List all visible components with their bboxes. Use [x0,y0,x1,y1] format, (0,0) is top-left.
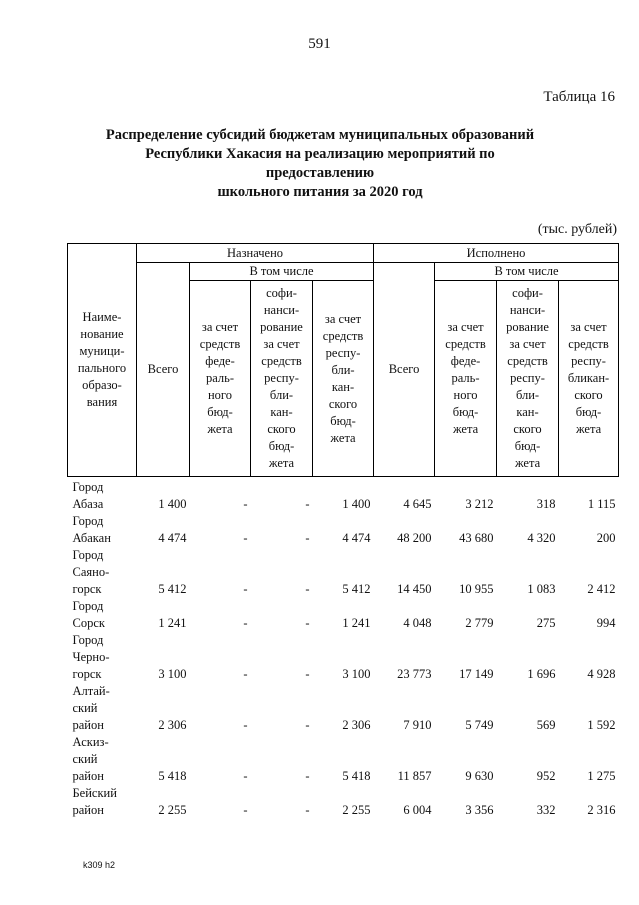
municipality-name-line: горск [72,582,102,596]
header-line: средств [322,328,364,343]
header-line: ного [453,388,478,402]
header-line: респу- [325,345,361,360]
table-row [68,547,619,598]
table-row [68,598,619,632]
value-cell: - [305,718,310,732]
value-cell: 4 645 [403,497,432,511]
municipality-name-line: Сорск [72,616,105,630]
value-cell: 2 306 [158,718,187,732]
header-line: за счет [324,311,362,326]
header-total-assigned: Всего [137,263,190,477]
value-cell: - [305,531,310,545]
header-line: вания [86,395,118,409]
value-cell: - [305,667,310,681]
municipality-name-line: Аскиз- [72,735,109,749]
municipality-name-line: Абакан [72,531,111,545]
value-cell: - [305,497,310,511]
value-cell: 5 749 [465,718,494,732]
header-line: бли- [269,388,294,402]
header-line: ского [574,388,603,402]
value-cell: 3 356 [465,803,494,817]
value-cell: 10 955 [459,582,494,596]
value-cell: 4 928 [587,667,616,681]
header-line: жета [207,422,233,436]
header-line: за счет [447,320,484,334]
header-assigned: Назначено [137,244,374,263]
header-line: за счет [570,320,607,334]
header-including-executed: В том числе [435,263,619,281]
header-line: нование [80,327,124,341]
header-line: респу- [510,371,545,385]
municipality-name [68,547,137,598]
municipality-name-line: Город [72,599,104,613]
header-federal-assigned [190,281,251,477]
municipality-name-line: Город [72,514,104,528]
municipality-name-line: Абаза [72,497,104,511]
value-cell: 4 320 [527,531,556,545]
value-cell: 5 418 [342,769,371,783]
value-cell: 48 200 [397,531,432,545]
value-cell: 1 241 [342,616,371,630]
value-cell: 23 773 [397,667,432,681]
value-cell: - [305,616,310,630]
value-cell: - [243,497,248,511]
header-line: бликан- [567,371,610,385]
header-line: нанси- [509,303,546,317]
title-line: Республики Хакасия на реализацию мероприятий по предоставлению [145,146,495,181]
value-cell: - [243,769,248,783]
footer-code: k309 h2 [83,860,116,870]
value-cell: - [243,718,248,732]
title-line: Распределение субсидий бюджетам муниципальных образований [105,127,535,143]
value-cell: 2 255 [342,803,371,817]
value-cell: 9 630 [465,769,494,783]
value-cell: 2 779 [465,616,494,630]
value-cell: - [243,667,248,681]
value-cell: 3 100 [342,667,371,681]
header-line: бюд- [452,405,479,419]
header-line: ного [207,388,232,402]
value-cell: - [243,803,248,817]
header-line: жета [330,430,356,445]
value-cell: 994 [596,616,616,630]
header-line: Наиме- [82,310,122,324]
header-republic-executed [559,281,619,477]
header-including-assigned: В том числе [190,263,374,281]
header-cofin-assigned [251,281,313,477]
municipality-name-line: Город [72,633,104,647]
municipality-name-line: Город [72,548,104,562]
municipality-name-line: ский [72,701,98,715]
table-label: Таблица 16 [543,89,615,105]
header-line: ского [267,422,296,436]
header-line: респу- [264,371,299,385]
header-line: рование [506,320,549,334]
value-cell: 2 255 [158,803,187,817]
subsidy-table [67,243,619,819]
header-line: средств [445,337,486,351]
value-cell: 1 400 [158,497,187,511]
header-line: бюд- [514,439,541,453]
value-cell: 43 680 [459,531,494,545]
header-line: за счет [263,337,300,351]
value-cell: 11 857 [397,769,432,783]
header-line: бли- [515,388,540,402]
value-cell: 4 048 [403,616,432,630]
header-name [68,244,137,477]
header-line: софи- [266,286,297,300]
municipality-name-line: горск [72,667,102,681]
municipality-name [68,785,137,819]
value-cell: 332 [536,803,556,817]
value-cell: 1 275 [587,769,616,783]
municipality-name [68,683,137,734]
header-line: жета [452,422,479,436]
document-title [90,126,550,202]
header-total-executed: Всего [374,263,435,477]
municipality-name-line: Саяно- [72,565,110,579]
municipality-name [68,598,137,632]
header-line: средств [568,337,609,351]
value-cell: 4 474 [158,531,187,545]
value-cell: 1 696 [527,667,556,681]
table-row [68,477,619,514]
value-cell: 4 474 [342,531,371,545]
municipality-name-line: район [72,718,104,732]
header-line: жета [514,456,541,470]
header-line: раль- [205,371,234,385]
units-label: (тыс. рублей) [537,222,617,237]
value-cell: 2 316 [587,803,616,817]
value-cell: - [243,531,248,545]
title-line: школьного питания за 2020 год [217,184,423,200]
header-line: бюд- [268,439,295,453]
municipality-name-line: Город [72,480,104,494]
header-federal-executed [435,281,497,477]
municipality-name [68,632,137,683]
value-cell: - [305,803,310,817]
value-cell: 1 241 [158,616,187,630]
header-line: раль- [451,371,480,385]
header-line: жета [268,456,295,470]
table-row [68,513,619,547]
header-line: бюд- [330,413,356,428]
municipality-name-line: район [72,803,104,817]
header-line: муници- [79,344,125,358]
header-line: образо- [82,378,122,392]
value-cell: 14 450 [397,582,432,596]
header-line: средств [261,354,302,368]
value-cell: 5 418 [158,769,187,783]
value-cell: - [305,769,310,783]
value-cell: 275 [536,616,556,630]
table-row [68,734,619,785]
value-cell: 569 [536,718,556,732]
municipality-name-line: ский [72,752,98,766]
value-cell: 2 412 [587,582,616,596]
value-cell: 1 083 [527,582,556,596]
header-line: софи- [512,286,543,300]
value-cell: 200 [596,531,616,545]
header-line: за счет [201,320,239,334]
header-line: нанси- [263,303,300,317]
header-line: бюд- [575,405,602,419]
municipality-name-line: Алтай- [72,684,110,698]
value-cell: 7 910 [403,718,432,732]
header-line: рование [260,320,303,334]
header-line: феде- [205,354,235,368]
header-line: за счет [509,337,546,351]
table-row [68,632,619,683]
value-cell: 1 592 [587,718,616,732]
header-line: кан- [331,379,355,394]
table-row [68,785,619,819]
value-cell: - [243,616,248,630]
municipality-name [68,477,137,514]
header-line: кан- [270,405,293,419]
table-row [68,683,619,734]
header-line: феде- [450,354,481,368]
municipality-name [68,734,137,785]
header-executed: Исполнено [374,244,619,263]
municipality-name-line: район [72,769,104,783]
header-line: ского [513,422,542,436]
header-line: респу- [571,354,606,368]
value-cell: 5 412 [342,582,371,596]
value-cell: 1 115 [587,497,616,511]
municipality-name [68,513,137,547]
value-cell: 3 212 [465,497,494,511]
value-cell: 952 [536,769,556,783]
value-cell: 1 400 [342,497,371,511]
value-cell: 318 [536,497,556,511]
header-line: кан- [516,405,539,419]
header-line: средств [199,337,241,351]
header-cofin-executed [497,281,559,477]
header-line: ского [328,396,358,411]
value-cell: - [305,582,310,596]
value-cell: 17 149 [459,667,494,681]
value-cell: 3 100 [158,667,187,681]
header-line: средств [507,354,548,368]
municipality-name-line: Черно- [72,650,110,664]
header-line: жета [575,422,602,436]
value-cell: 6 004 [403,803,432,817]
header-line: пального [77,361,127,375]
page-number: 591 [308,36,331,52]
header-line: бюд- [207,405,233,419]
municipality-name-line: Бейский [72,786,117,800]
table-body [68,477,619,820]
value-cell: - [243,582,248,596]
value-cell: 5 412 [158,582,187,596]
header-republic-assigned [313,281,374,477]
header-line: бли- [331,362,355,377]
value-cell: 2 306 [342,718,371,732]
